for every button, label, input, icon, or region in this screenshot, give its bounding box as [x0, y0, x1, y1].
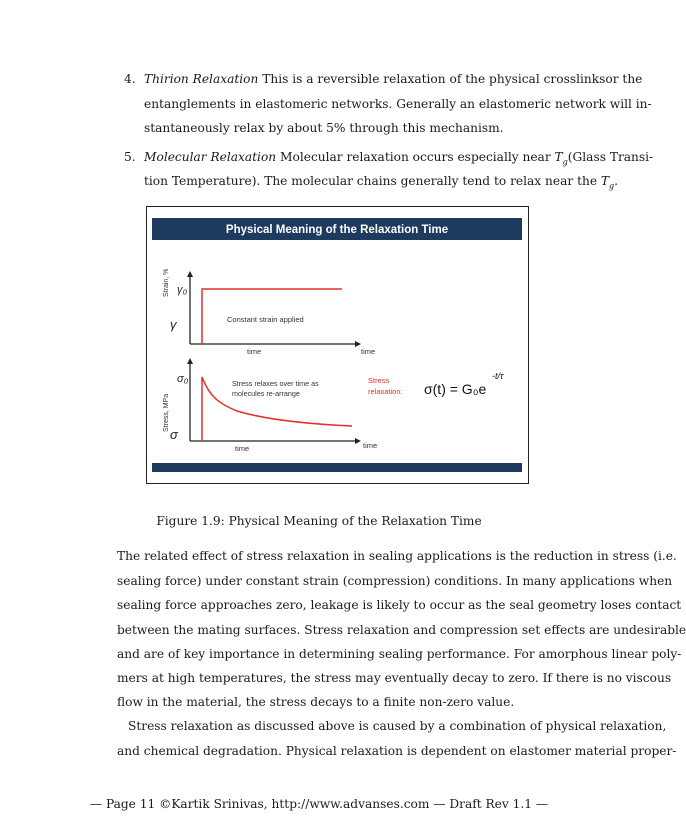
paragraph1-line: sealing force approaches zero, leakage is likely to occur as the seal geometry loses contact: [117, 598, 682, 612]
formula-exponent: -t/τ: [492, 371, 504, 381]
item5-title: Molecular Relaxation: [144, 150, 277, 164]
item5-line1: [144, 150, 653, 169]
item4-line1: [144, 72, 642, 87]
item5-line2-end: .: [614, 174, 619, 188]
item4-line3: stantaneously relax by about 5% through this mechanism.: [144, 121, 504, 135]
sigma-label: σ: [170, 427, 178, 442]
paragraph1-line: between the mating surfaces. Stress relaxation and compression set effects are undesirable: [117, 623, 686, 637]
figure-bottom-band: [152, 463, 522, 472]
time-label-2: time: [361, 347, 376, 356]
item5-line1-text: Molecular relaxation occurs especially near: [280, 150, 555, 164]
list-number-4: 4.: [124, 72, 136, 86]
figure-banner-title: Physical Meaning of the Relaxation Time: [225, 224, 449, 236]
figure-relaxation-time: [146, 206, 529, 484]
item5-line1-end: (Glass Transi-: [567, 150, 654, 164]
paragraph1-line: sealing force) under constant strain (compression) conditions. In many applications when: [117, 574, 673, 588]
relaxation-formula: σ(t) = G₀e: [424, 381, 487, 397]
gamma0-label: γ₀: [177, 284, 188, 296]
stress-note-line1: Stress relaxes over time as: [232, 379, 319, 388]
time-label-3: time: [235, 444, 250, 453]
paragraph1-line: and are of key importance in determining sealing performance. For amorphous linear poly-: [117, 647, 682, 661]
figure-graphic: [147, 207, 528, 483]
stress-note-line2: molecules re-arrange: [232, 389, 300, 398]
stress-axis-label: Stress, MPa: [163, 393, 170, 432]
paragraph1-line: The related effect of stress relaxation in sealing applications is the reduction in stress (i.e.: [117, 549, 677, 563]
paragraph2-line: Stress relaxation as discussed above is caused by a combination of physical relaxation,: [128, 719, 667, 733]
paragraph2-line: and chemical degradation. Physical relaxation is dependent on elastomer material proper-: [117, 744, 677, 758]
paragraph1-line: mers at high temperatures, the stress may eventually decay to zero. If there is no viscous: [117, 671, 672, 685]
item4-title: Thirion Relaxation: [144, 72, 259, 86]
sigma0-label: σ₀: [177, 373, 189, 385]
time-label-4: time: [363, 441, 378, 450]
list-number-5: 5.: [124, 150, 136, 164]
time-label-1: time: [247, 347, 262, 356]
tg-symbol: T: [554, 150, 563, 164]
stress-y-arrow: [187, 358, 193, 364]
stress-relaxation-red-2: relaxation:: [368, 387, 403, 396]
page-footer: — Page 11 ©Kartik Srinivas, http://www.advanses.com — Draft Rev 1.1 —: [89, 797, 549, 811]
tg-subscript: g: [562, 157, 568, 167]
stress-x-arrow: [355, 438, 361, 444]
tg-symbol-2: T: [600, 174, 610, 188]
item4-line2: entanglements in elastomeric networks. Generally an elastomeric network will in-: [144, 97, 652, 111]
stress-relaxation-red-1: Stress: [368, 376, 390, 385]
figure-caption: Figure 1.9: Physical Meaning of the Relaxation Time: [156, 514, 482, 528]
strain-y-arrow: [187, 271, 193, 277]
item5-line2-text: tion Temperature). The molecular chains generally tend to relax near the: [144, 174, 601, 188]
strain-note: Constant strain applied: [227, 315, 304, 324]
item5-line2: [144, 174, 618, 193]
gamma-label: γ: [170, 317, 177, 332]
tg-subscript-2: g: [609, 181, 615, 191]
strain-axis-label: Strain, %: [163, 268, 170, 297]
item4-line1-text: This is a reversible relaxation of the physical crosslinksor the: [262, 72, 643, 86]
paragraph1-line: flow in the material, the stress decays to a finite non-zero value.: [117, 695, 515, 709]
